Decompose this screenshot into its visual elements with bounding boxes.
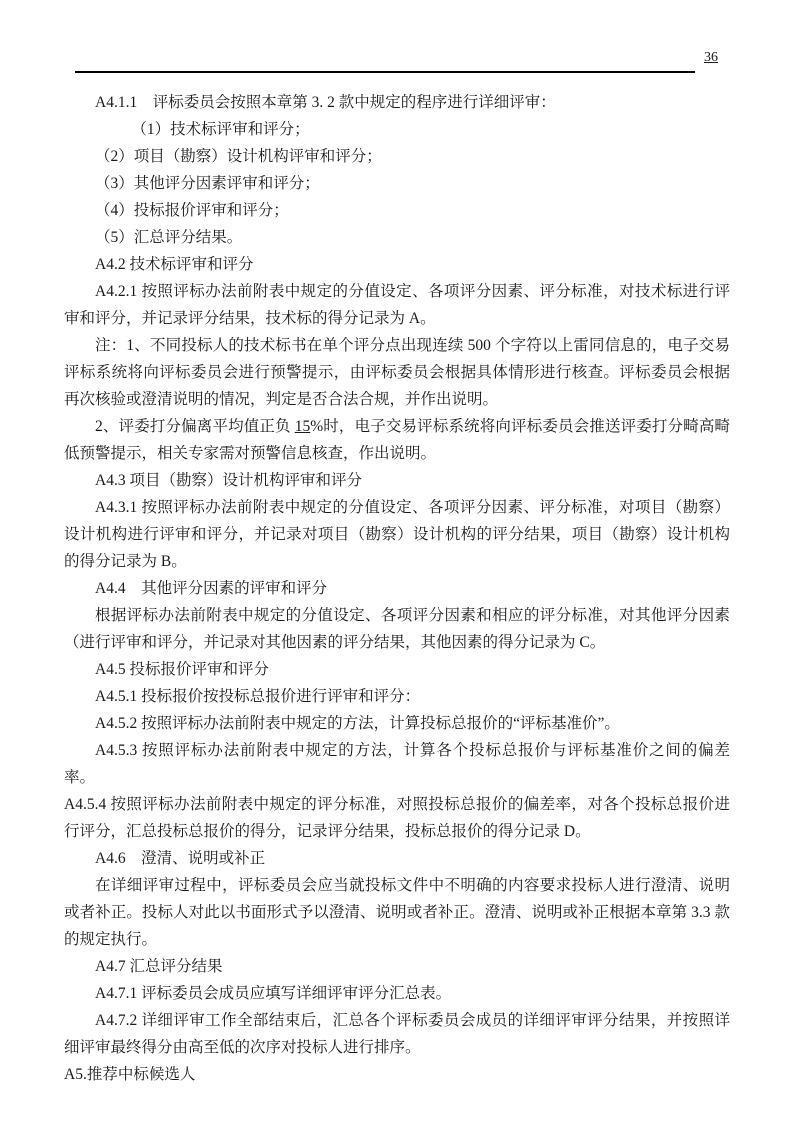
- heading-a4-7: A4.7 汇总评分结果: [95, 958, 223, 975]
- list-item-4: （4）投标报价评审和评分；: [95, 202, 289, 219]
- clause-a4-5-1: A4.5.1 投标报价按投标总报价进行评审和评分：: [95, 688, 421, 705]
- document-body: [64, 89, 730, 1088]
- heading-a4-4: A4.4 其他评分因素的评审和评分: [95, 580, 328, 597]
- clause-a4-1-1: A4.1.1 评标委员会按照本章第 3. 2 款中规定的程序进行详细评审：: [95, 94, 556, 111]
- heading-a4-6: A4.6 澄清、说明或补正: [95, 850, 266, 867]
- note-2: [64, 413, 730, 467]
- list-item-2: （2）项目（勘察）设计机构评审和评分；: [95, 148, 382, 165]
- list-item-3: （3）其他评分因素评审和评分；: [95, 175, 320, 192]
- heading-a5: A5.推荐中标候选人: [64, 1066, 196, 1083]
- page-number: 36: [704, 50, 718, 65]
- clause-a4-7-1: A4.7.1 评标委员会成员应填写详细评审评分汇总表。: [95, 985, 452, 1002]
- clause-a4-5-4: A4.5.4 按照评标办法前附表中规定的评分标准，对照投标总报价的偏差率，对各个投标总报价进行评分，汇总投标总报价的得分，记录评分结果，投标总报价的得分记录 D。: [64, 796, 730, 840]
- clause-a4-5-3: A4.5.3 按照评标办法前附表中规定的方法，计算各个投标总报价与评标基准价之间的偏差率。: [64, 742, 730, 786]
- note-2-text-before: 2、评委打分偏离平均值正负: [95, 418, 295, 435]
- clause-a4-3-1: A4.3.1 按照评标办法前附表中规定的分值设定、各项评分因素、评分标准，对项目（勘察）设计机构进行评审和评分，并记录对项目（勘察）设计机构的评分结果，项目（勘察）设计机构的得分记录为 B。: [64, 499, 730, 570]
- heading-a4-5: A4.5 投标报价评审和评分: [95, 661, 269, 678]
- list-item-1: （1）技术标评审和评分；: [131, 121, 310, 138]
- note-2-underlined-value: 15: [294, 418, 311, 435]
- heading-a4-3: A4.3 项目（勘察）设计机构评审和评分: [95, 472, 362, 489]
- clause-a4-7-2: A4.7.2 详细评审工作全部结束后，汇总各个评标委员会成员的详细评审评分结果，并按照详细评审最终得分由高至低的次序对投标人进行排序。: [64, 1012, 730, 1056]
- header-divider: [75, 71, 695, 73]
- note-1: 注：1、不同投标人的技术标书在单个评分点出现连续 500 个字符以上雷同信息的，电子交易评标系统将向评标委员会进行预警提示，由评标委员会根据具体情形进行核查。评标委员会根据再次核验或澄清说明的情况，判定是否合法合规，并作出说明。: [64, 337, 730, 408]
- clause-a4-2-1: A4.2.1 按照评标办法前附表中规定的分值设定、各项评分因素、评分标准，对技术标进行评审和评分，并记录评分结果，技术标的得分记录为 A。: [64, 283, 730, 327]
- clause-a4-5-2: A4.5.2 按照评标办法前附表中规定的方法，计算投标总报价的“评标基准价”。: [95, 715, 620, 732]
- list-item-5: （5）汇总评分结果。: [95, 229, 243, 246]
- clause-a4-4-body: 根据评标办法前附表中规定的分值设定、各项评分因素和相应的评分标准，对其他评分因素（进行评审和评分，并记录对其他因素的评分结果，其他因素的得分记录为 C。: [64, 607, 730, 651]
- heading-a4-2: A4.2 技术标评审和评分: [95, 256, 254, 273]
- clause-a4-6-body: 在详细评审过程中，评标委员会应当就投标文件中不明确的内容要求投标人进行澄清、说明或者补正。投标人对此以书面形式予以澄清、说明或者补正。澄清、说明或补正根据本章第 3.3 款的规定执行。: [64, 877, 730, 948]
- note-2-text-after: %时，电子交易评标系统将向评标委员会推送评委打分畸高畸低预警提示，相关专家需对预警信息核查，作出说明。: [64, 418, 730, 462]
